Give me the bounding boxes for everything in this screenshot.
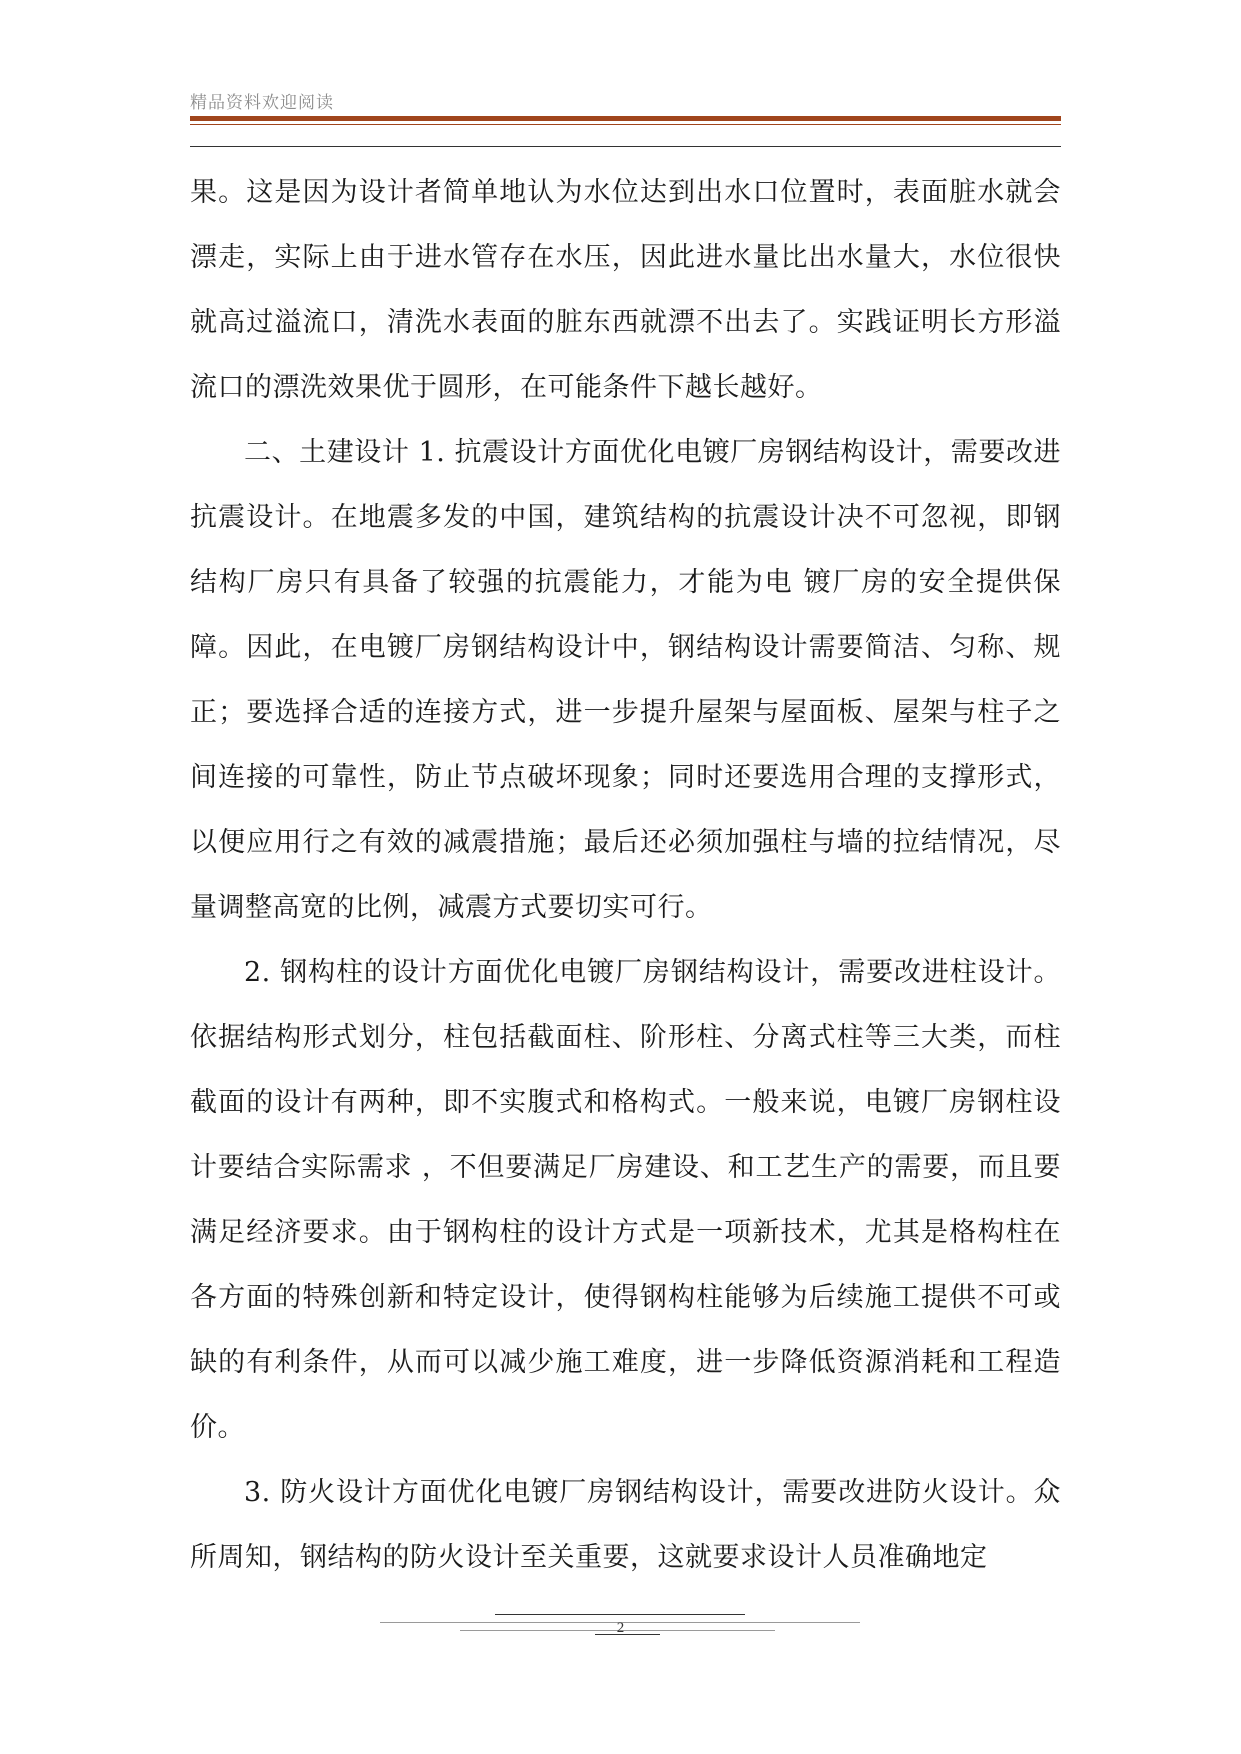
header-rule-bottom [190,146,1061,147]
header-title: 精品资料欢迎阅读 [190,93,334,113]
document-body [190,160,1061,1590]
paragraph: 二、土建设计 1. 抗震设计方面优化电镀厂房钢结构设计，需要改进抗震设计。在地震多发的中国，建筑结构的抗震设计决不可忽视，即钢结构厂房只有具备了较强的抗震能力，才能为电 镀厂房的安全提供保障。因此，在电镀厂房钢结构设计中，钢结构设计需要简洁、匀称、规正；要选择合适的连接方式，进一步提升屋架与屋面板、屋架与柱子之间连接的可靠性，防止节点破坏现象；同时还要选用合理的支撑形式，以便应用行之有效的减震措施；最后还必须加强柱与墙的拉结情况，尽量调整高宽的比例，减震方式要切实可行。 [190,437,1061,923]
page-number: 2 [616,1620,625,1636]
paragraph: 2. 钢构柱的设计方面优化电镀厂房钢结构设计，需要改进柱设计。依据结构形式划分，柱包括截面柱、阶形柱、分离式柱等三大类，而柱截面的设计有两种，即不实腹式和格构式。一般来说，电镀厂房钢柱设计要结合实际需求 ，不但要满足厂房建设、和工艺生产的需要，而且要满足经济要求。由于钢构柱的设计方式是一项新技术，尤其是格构柱在各方面的特殊创新和特定设计，使得钢构柱能够为后续施工提供不可或缺的有利条件，从而可以减少施工难度，进一步降低资源消耗和工程造价。 [190,957,1061,1443]
paragraph: 3. 防火设计方面优化电镀厂房钢结构设计，需要改进防火设计。众所周知，钢结构的防火设计至关重要，这就要求设计人员准确地定 [190,1477,1061,1573]
header-rule-thick [190,116,1061,121]
header-rule-thin [190,124,1061,125]
footer-rule-dark [495,1614,745,1615]
paragraph: 果。这是因为设计者简单地认为水位达到出水口位置时，表面脏水就会漂走，实际上由于进水管存在水压，因此进水量比出水量大，水位很快就高过溢流口，清洗水表面的脏东西就漂不出去了。实践证明长方形溢流口的漂洗效果优于圆形，在可能条件下越长越好。 [190,177,1061,403]
